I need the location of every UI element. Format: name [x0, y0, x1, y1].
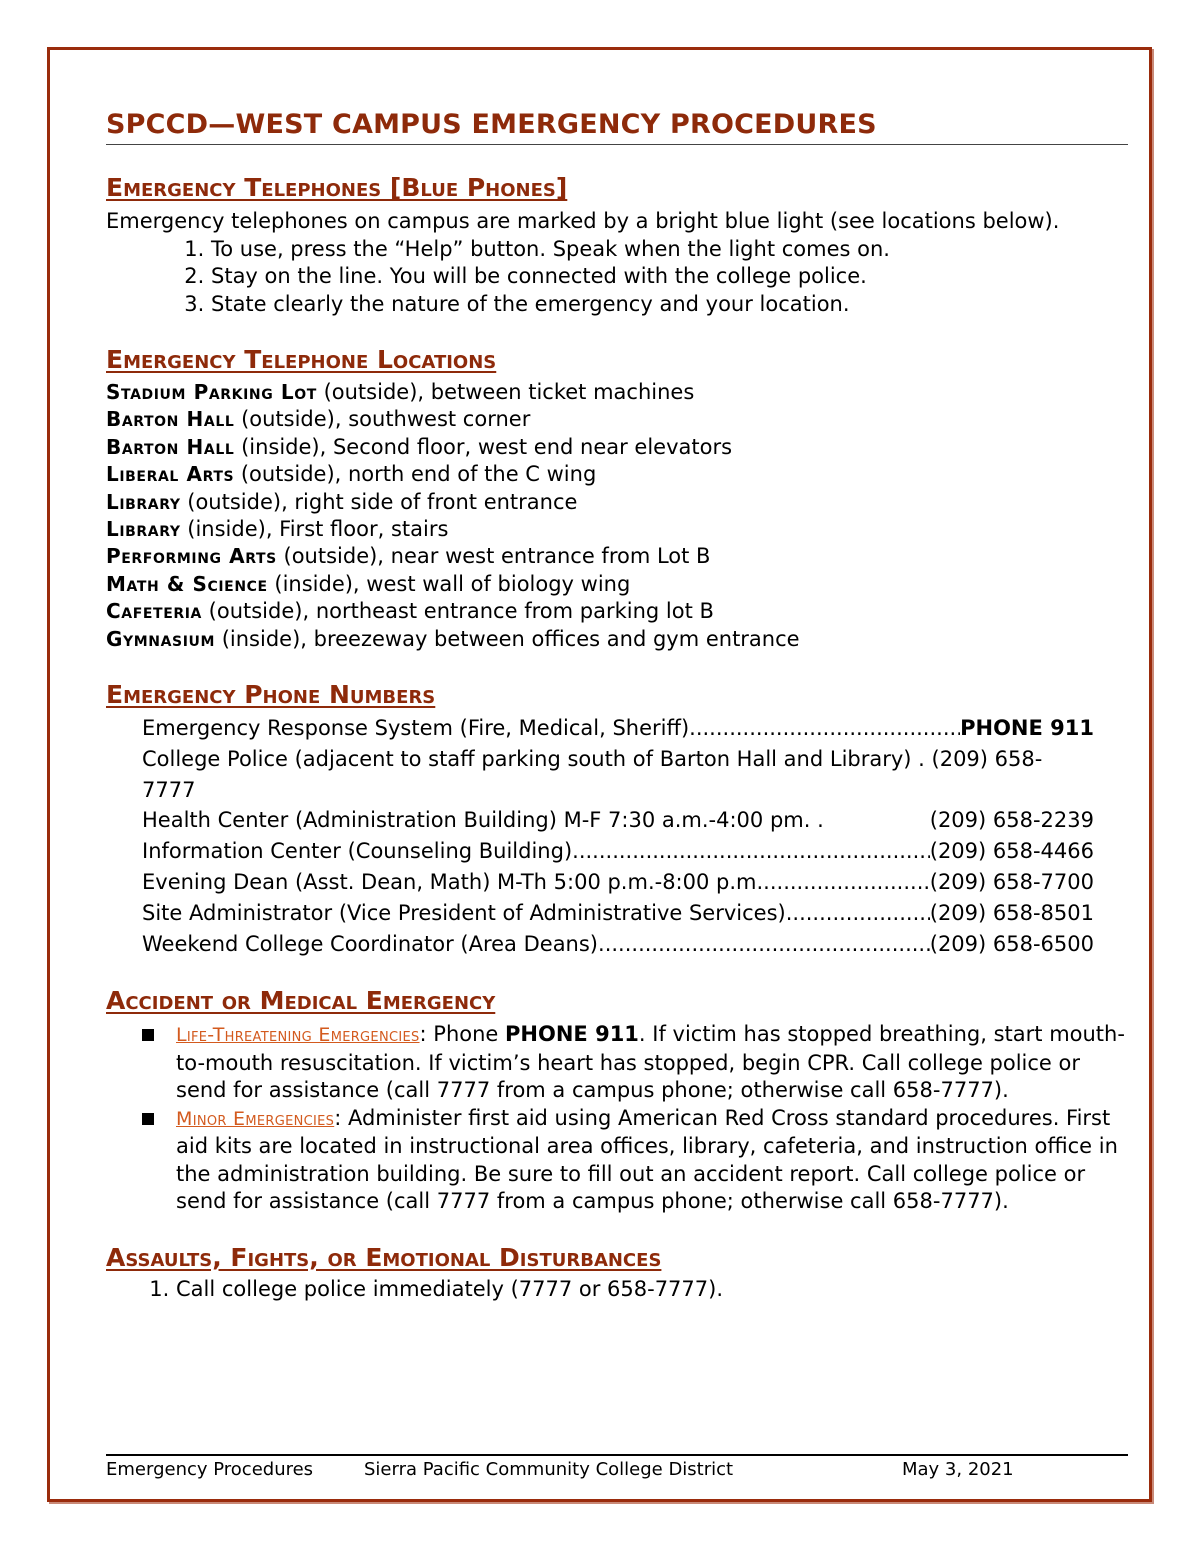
location-detail: (inside), breezeway between offices and gym entrance [215, 626, 800, 651]
heading-blue-phones: Emergency Telephones [Blue Phones] [106, 173, 568, 202]
phone-label: Evening Dean (Asst. Dean, Math) M-Th 5:00 p.m.-8:00 p.m. [142, 870, 764, 895]
list-item: 2. Stay on the line. You will be connected with the college police. [211, 263, 1128, 291]
heading-medical-emergency: Accident or Medical Emergency [106, 986, 496, 1016]
minor-emergencies-tag: Minor Emergencies [176, 1107, 335, 1130]
location-place: Barton Hall [106, 434, 235, 459]
phone-row-information-center [142, 836, 1094, 867]
location-item [106, 461, 1128, 488]
phone-row-emergency [142, 713, 1094, 744]
phone-row-weekend-coordinator [142, 929, 1094, 960]
phone-911-bold: PHONE 911 [505, 1022, 639, 1047]
phone-label: Health Center (Administration Building) M-F 7:30 a.m.-4:00 pm. . [142, 808, 824, 833]
footer-center: Sierra Pacific Community College District [364, 1459, 734, 1480]
list-item: 1. Call college police immediately (7777 or 658-7777). [176, 1276, 1128, 1304]
phone-row-college-police [142, 744, 1094, 806]
location-place: Liberal Arts [106, 462, 235, 487]
location-place: Stadium Parking Lot [106, 380, 317, 404]
phone-number: (209) 658-2239 [929, 808, 1094, 833]
phone-number: (209) 658-8501 [929, 900, 1094, 925]
location-detail: (outside), near west entrance from Lot B [276, 544, 711, 569]
location-item [106, 516, 1128, 543]
list-item [176, 1105, 1128, 1216]
bullet-square-icon [142, 1113, 154, 1125]
medical-text: . If victim has stopped breathing, start mouth-to-mouth resuscitation. If victim’s heart has stopped, begin CPR. Call college police or send for assistance (call 7777 from a campus phone; otherwise call 658-7777). [176, 1022, 1125, 1103]
blue-phones-steps [106, 236, 1128, 319]
phone-label: College Police (adjacent to staff parking south of Barton Hall and Library) . (209) 658-7777 [142, 746, 1043, 802]
page-title: SPCCD—WEST CAMPUS EMERGENCY PROCEDURES [106, 108, 1128, 145]
location-item [106, 571, 1128, 598]
location-detail: (outside), north end of the C wing [234, 462, 597, 487]
blue-phones-intro: Emergency telephones on campus are marked by a bright blue light (see locations below). [106, 209, 1060, 233]
location-item [106, 489, 1128, 516]
phone-row-health-center [142, 805, 1094, 836]
medical-text: : Phone [419, 1022, 506, 1047]
location-place: Library [106, 489, 181, 514]
location-place: Cafeteria [106, 599, 202, 624]
heading-phone-numbers: Emergency Phone Numbers [106, 680, 436, 710]
location-item [106, 406, 1128, 433]
location-place: Math & Science [106, 571, 268, 596]
phone-label: Site Administrator (Vice President of Administrative Services) [142, 900, 786, 925]
heading-assaults: Assaults, Fights, or Emotional Disturbances [106, 1242, 662, 1272]
assault-steps [106, 1276, 1128, 1304]
footer-date: May 3, 2021 [902, 1459, 1014, 1480]
document-body [106, 108, 1128, 1303]
location-detail: (outside), southwest corner [234, 407, 531, 432]
list-item: 3. State clearly the nature of the emergency and your location. [211, 291, 1128, 319]
phone-number: (209) 658-4466 [929, 839, 1094, 864]
location-detail: (outside), right side of front entrance [180, 489, 578, 514]
location-detail: (outside), northeast entrance from parking lot B [201, 599, 714, 624]
phone-number: (209) 658-6500 [929, 931, 1094, 956]
location-item [106, 543, 1128, 570]
phone-row-evening-dean [142, 867, 1094, 898]
heading-phone-locations: Emergency Telephone Locations [106, 345, 497, 374]
location-place: Library [106, 517, 181, 542]
location-place: Barton Hall [106, 407, 235, 432]
location-item [106, 598, 1128, 625]
list-item [176, 1021, 1128, 1105]
medical-list [106, 1021, 1128, 1216]
phone-label: Weekend College Coordinator (Area Deans) [142, 931, 599, 956]
location-item [106, 434, 1128, 461]
location-detail: (inside), west wall of biology wing [267, 571, 631, 596]
location-place: Performing Arts [106, 544, 277, 569]
page-footer [106, 1454, 1128, 1480]
location-item [106, 379, 1128, 406]
footer-left: Emergency Procedures [106, 1459, 314, 1480]
location-list [106, 379, 1128, 653]
life-threatening-tag: Life-Threatening Emergencies [176, 1024, 420, 1047]
phone-label: Emergency Response System (Fire, Medical, Sheriff) [142, 716, 690, 741]
location-detail: (inside), First floor, stairs [180, 517, 449, 542]
medical-text: : Administer first aid using American Red Cross standard procedures. First aid kits are located in instructional area offices, library, cafeteria, and instruction office in the administration building. Be sure to fill out an accident report. Call college police or send for assistance (call 7777 from a campus phone; otherwise call 658-7777). [176, 1105, 1118, 1214]
location-detail: (outside), between ticket machines [316, 380, 695, 404]
phone-row-site-administrator [142, 898, 1094, 929]
phone-label: Information Center (Counseling Building) [142, 839, 573, 864]
location-place: Gymnasium [106, 626, 216, 651]
bullet-square-icon [142, 1029, 154, 1041]
list-item: 1. To use, press the “Help” button. Speak when the light comes on. [211, 236, 1128, 264]
location-detail: (inside), Second floor, west end near elevators [234, 434, 733, 459]
location-item [106, 626, 1128, 653]
phone-number: (209) 658-7700 [929, 870, 1094, 895]
phone-number: PHONE 911 [960, 716, 1094, 741]
phone-number-list [142, 713, 1094, 959]
